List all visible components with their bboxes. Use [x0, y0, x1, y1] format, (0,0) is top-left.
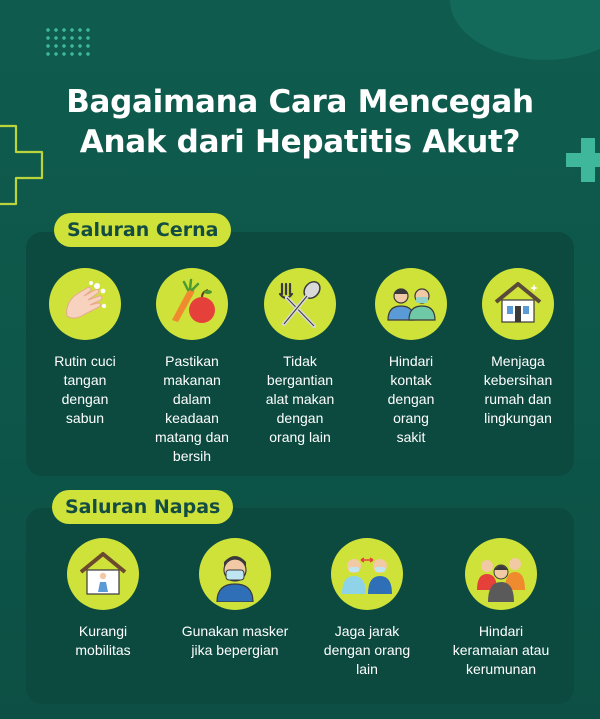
label-line: rumah dan — [484, 391, 552, 407]
tip-label — [312, 622, 422, 679]
label-line: Menjaga — [491, 353, 545, 369]
dot-grid-decoration — [44, 26, 92, 56]
tip-item-crowd — [441, 538, 561, 679]
tip-item-handwash — [30, 268, 140, 428]
tip-label — [137, 352, 247, 466]
tip-item-utensils — [245, 268, 355, 447]
label-line: dengan — [276, 410, 324, 426]
tip-label — [30, 352, 140, 428]
decor-blob — [450, 0, 600, 60]
label-line: lain — [356, 661, 378, 677]
label-line: kontak — [390, 372, 432, 388]
stay-home-icon — [67, 538, 139, 610]
vegetables-fruit-icon — [156, 268, 228, 340]
crowd-icon — [465, 538, 537, 610]
label-line: Tidak — [283, 353, 317, 369]
label-line: orang — [393, 410, 429, 426]
label-line: Kurangi — [78, 623, 128, 639]
label-line: keramaian atau — [452, 642, 550, 658]
page-title — [0, 82, 600, 162]
label-line: Hindari — [478, 623, 524, 639]
label-line: bergantian — [266, 372, 334, 388]
tip-item-avoid-sick — [356, 268, 466, 447]
label-line: dengan — [387, 391, 435, 407]
label-line: Pastikan — [165, 353, 219, 369]
section-heading-saluran-cerna: Saluran Cerna — [54, 213, 231, 247]
label-line: makanan — [163, 372, 221, 388]
section-heading-saluran-napas: Saluran Napas — [52, 490, 233, 524]
title-line-1: Bagaimana Cara Mencegah — [66, 84, 534, 120]
label-line: Gunakan masker — [181, 623, 289, 639]
label-line: kebersihan — [483, 372, 553, 388]
label-line: kerumunan — [465, 661, 537, 677]
label-line: mobilitas — [75, 642, 131, 658]
label-line: sakit — [396, 429, 426, 445]
tip-item-stay-home — [48, 538, 158, 660]
tip-label — [356, 352, 466, 447]
clean-house-icon — [482, 268, 554, 340]
tip-item-clean-home — [463, 268, 573, 428]
sick-people-icon — [375, 268, 447, 340]
distance-icon — [331, 538, 403, 610]
label-line: jika bepergian — [191, 642, 279, 658]
handwash-icon — [49, 268, 121, 340]
tip-item-distance — [312, 538, 422, 679]
tip-label — [175, 622, 295, 660]
label-line: tangan — [63, 372, 107, 388]
mask-person-icon — [199, 538, 271, 610]
label-line: dengan orang — [323, 642, 411, 658]
tip-label — [463, 352, 573, 428]
label-line: alat makan — [265, 391, 335, 407]
tip-item-food — [137, 268, 247, 466]
tip-label — [48, 622, 158, 660]
title-line-2: Anak dari Hepatitis Akut? — [79, 124, 521, 160]
tip-label — [245, 352, 355, 447]
label-line: matang dan — [155, 429, 229, 445]
label-line: orang lain — [269, 429, 331, 445]
label-line: Rutin cuci — [54, 353, 116, 369]
fork-spoon-icon — [264, 268, 336, 340]
tip-item-mask — [175, 538, 295, 660]
label-line: keadaan — [165, 410, 219, 426]
label-line: lingkungan — [484, 410, 552, 426]
label-line: bersih — [172, 448, 212, 464]
label-line: dengan — [61, 391, 109, 407]
label-line: sabun — [65, 410, 105, 426]
label-line: Jaga jarak — [334, 623, 400, 639]
label-line: Hindari — [388, 353, 434, 369]
tip-label — [441, 622, 561, 679]
label-line: dalam — [172, 391, 212, 407]
